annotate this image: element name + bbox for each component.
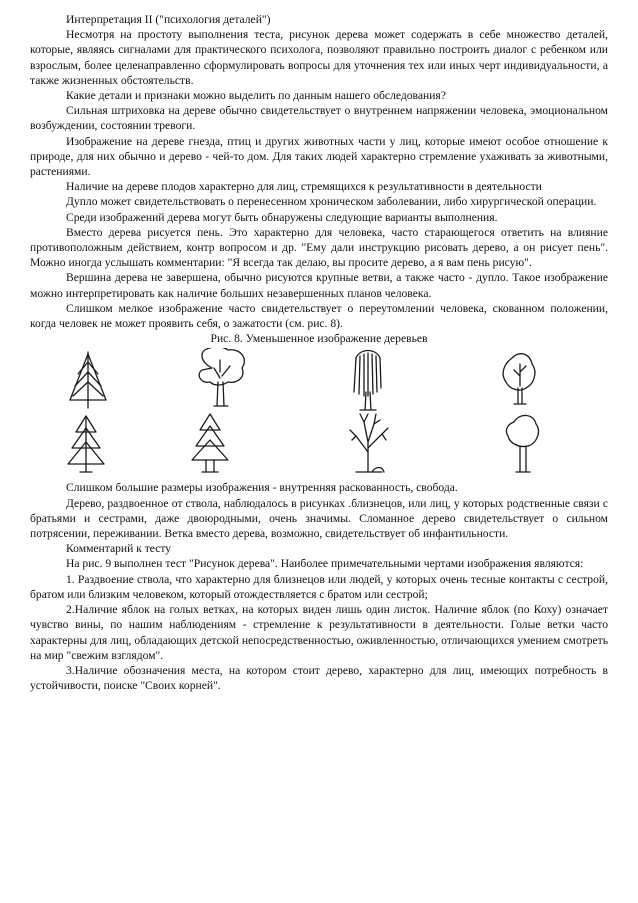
- paragraph-fruits: Наличие на дереве плодов характерно для лиц, стремящихся к результативности в деятельности: [66, 180, 542, 194]
- tree-round-small: [506, 416, 538, 473]
- heading-interpretation: Интерпретация II ("психология деталей"): [66, 13, 271, 26]
- paragraph-hollow: Дупло может свидетельствовать о перенесенном хроническом заболевании, либо хирургической операции.: [66, 195, 597, 209]
- tree-round-crown: [199, 348, 244, 406]
- tree-oval: [503, 354, 535, 404]
- heading-test-comment: Комментарий к тесту: [66, 542, 172, 556]
- document-page: [30, 12, 608, 693]
- paragraph-intro: Несмотря на простоту выполнения теста, рисунок дерева может содержать в себе множество деталей, которые, являясь сигналами для практического психолога, позволяют правильно построить диалог с ребенком или взрослым, более целенаправленно сформулировать вопросы для уточнения тех или иных черт индивидуальности, а также жизненных обстоятельств.: [30, 28, 608, 87]
- text-block-bottom: [30, 480, 608, 693]
- paragraph-nest: Изображение на дереве гнезда, птиц и других животных части у лиц, которые имеют особое отношение к природе, для них обычно и дерево - чей-то дом. Для таких людей характерно стремление ухаживать за животными, растениями.: [30, 134, 608, 179]
- list-item-1: 1. Раздвоение ствола, что характерно для близнецов или людей, у которых очень тесные контакты с сестрой, братом или близким человеком, который отождествляется с братом или сестрой;: [30, 572, 608, 601]
- paragraph-variants: Среди изображений дерева могут быть обнаружены следующие варианты выполнения.: [66, 210, 498, 224]
- paragraph-question: Какие детали и признаки можно выделить по данным нашего обследования?: [66, 89, 446, 103]
- paragraph-top-unfinished: Вершина дерева не завершена, обычно рисуются крупные ветви, а также часто - дупло. Такое изображение можно интерпретировать как наличие больших незавершенных планов человека.: [30, 271, 608, 300]
- paragraph-stump: Вместо дерева рисуется пень. Это характерно для человека, часто старающегося ответить на влияние противоположным действием, контр вопросом и др. "Ему дали инструкцию рисовать дерево, а он рисует пень". Можно иногда услышать комментарии: "Я всегда так делаю, вы просите дерево, а я вам пень рисую".: [30, 225, 608, 270]
- tree-fir-trunk: [192, 414, 228, 472]
- paragraph-split-trunk: Дерево, раздвоенное от ствола, наблюдалось в рисунках .близнецов, или лиц, у которых родственные связи с братьями и сестрами, даже двоюродными, очень значимы. Сломанное дерево свидетельствует о сильном потрясении, переживании. Ветка вместо дерева, возможно, свидетельствует об инфантильности.: [30, 496, 608, 541]
- list-item-3: 3.Наличие обозначения места, на котором стоит дерево, характерно для лиц, имеющих потребность в устойчивости, поиске "Своих корней".: [30, 663, 608, 693]
- paragraph-small-image: Слишком мелкое изображение часто свидетельствует о переутомлении человека, скованном положении, когда человек не может проявить себя, о зажатости (см. рис. 8).: [30, 301, 608, 331]
- paragraph-large-image: Слишком большие размеры изображения - внутренняя раскованность, свобода.: [66, 481, 458, 495]
- text-block-top: [30, 12, 608, 331]
- figure-caption: Рис. 8. Уменьшенное изображение деревьев: [210, 332, 428, 346]
- tree-fir-wide: [68, 416, 104, 472]
- list-item-2: 2.Наличие яблок на голых ветках, на которых виден лишь один листок. Наличие яблок (по Коху) означает чувство вины, по нашим наблюдениям - стремление к результативности в деятельности. Голые ветки часто характерны для лиц, обладающих детской непосредственностью, оживленностью, отличающихся умением смотреть на мир "свежим взглядом".: [30, 603, 608, 662]
- tree-bare-branches: [350, 414, 388, 472]
- paragraph-shading: Сильная штриховка на дереве обычно свидетельствует о внутреннем напряжении человека, эмоциональном возбуждении, состоянии тревоги.: [30, 104, 608, 133]
- paragraph-figure-9: На рис. 9 выполнен тест "Рисунок дерева". Наиболее примечательными чертами изображения являются:: [66, 557, 584, 571]
- tree-fir: [70, 352, 106, 408]
- figure-trees: [30, 348, 608, 476]
- tree-weeping: [354, 351, 381, 411]
